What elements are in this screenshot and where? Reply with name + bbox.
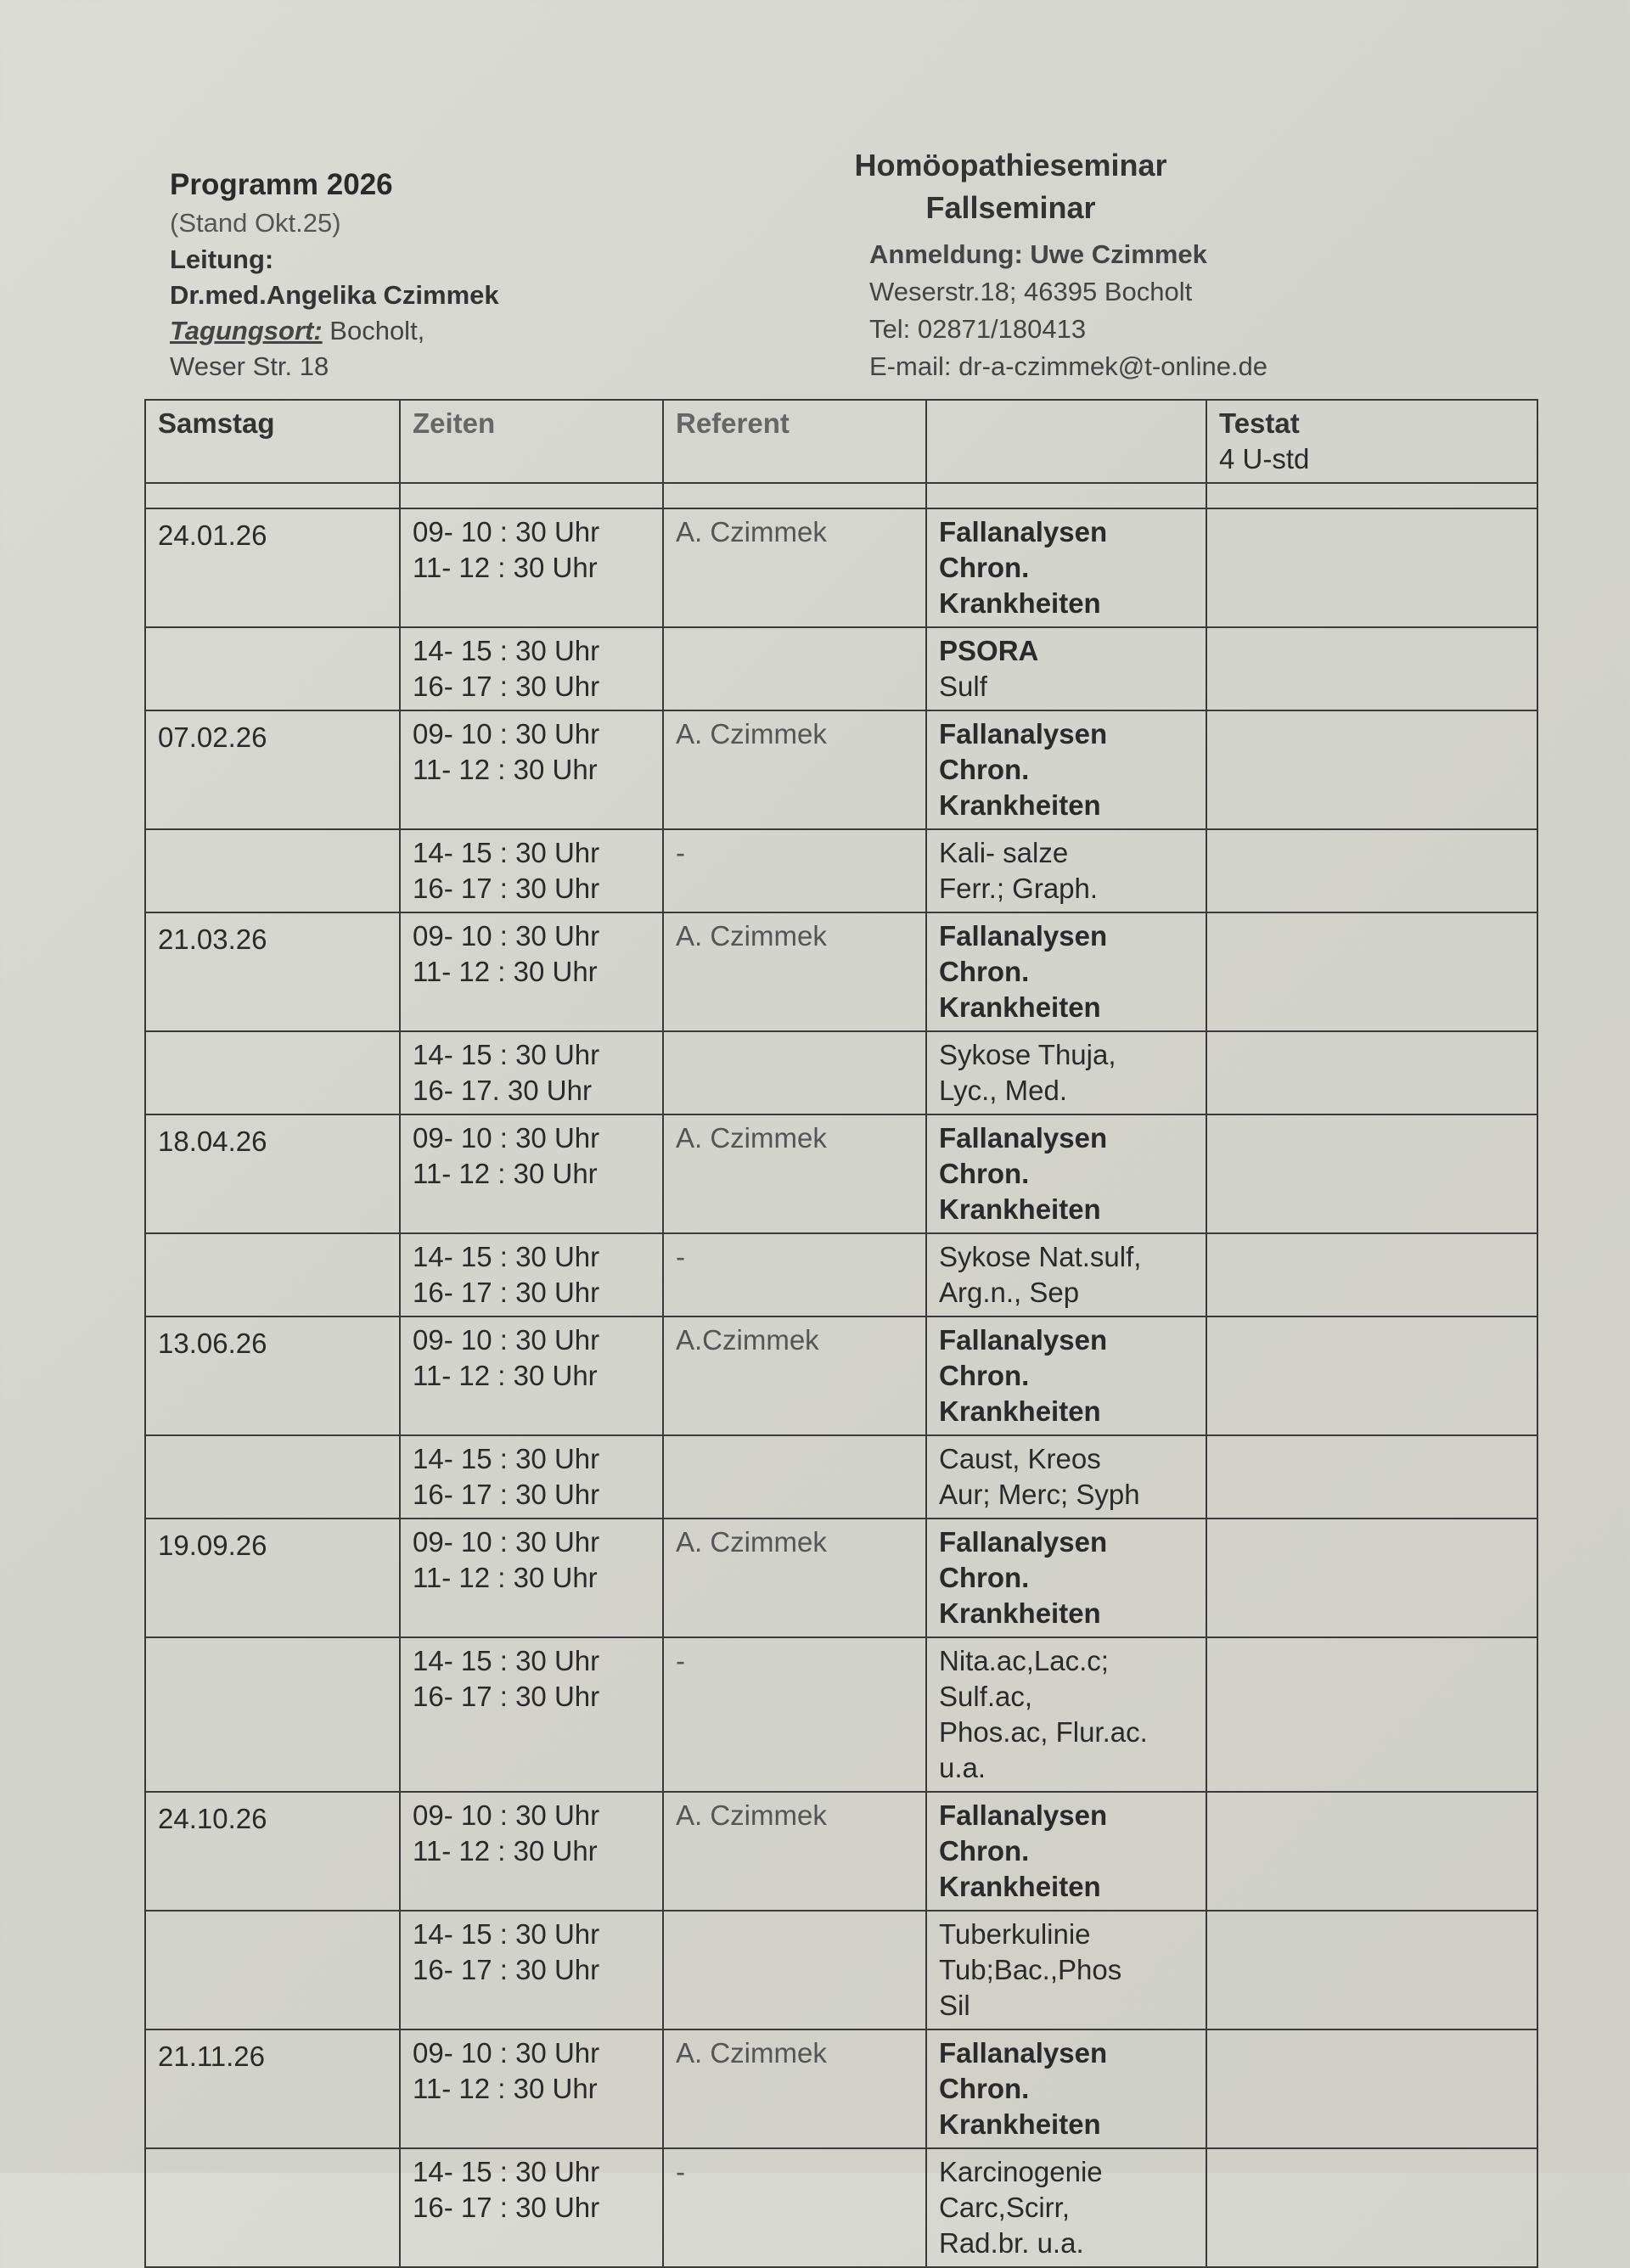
- topic-cell: [926, 1031, 1206, 1114]
- referent-cell: [663, 1435, 926, 1519]
- topic-line: Fallanalysen: [939, 920, 1108, 952]
- leitung-name: Dr.med.Angelika Czimmek: [170, 280, 499, 310]
- time-cell: [400, 627, 663, 710]
- topic-cell: [926, 1316, 1206, 1435]
- date-cell: [145, 1031, 400, 1114]
- date-cell: [145, 1435, 400, 1519]
- topic-cell: [926, 2029, 1206, 2148]
- testat-cell: [1206, 1792, 1537, 1911]
- topic-cell: [926, 2148, 1206, 2267]
- date-cell: [145, 1911, 400, 2029]
- testat-cell: [1206, 1911, 1537, 2029]
- time-slot: 14- 15 : 30 Uhr: [413, 1443, 600, 1474]
- date-cell: 21.11.26: [145, 2029, 400, 2148]
- table-row: [145, 912, 1537, 1031]
- topic-line: Chron.: [939, 754, 1030, 785]
- topic-line: Fallanalysen: [939, 2037, 1108, 2069]
- testat-cell: [1206, 829, 1537, 912]
- table-row: [145, 2148, 1537, 2267]
- time-cell: [400, 1519, 663, 1637]
- topic-line: Fallanalysen: [939, 1799, 1108, 1831]
- testat-cell: [1206, 508, 1537, 627]
- time-cell: [400, 1031, 663, 1114]
- topic-line: Krankheiten: [939, 991, 1101, 1023]
- topic-line: Chron.: [939, 2073, 1030, 2104]
- table-row: [145, 1031, 1537, 1114]
- testat-cell: [1206, 2148, 1537, 2267]
- date-cell: [145, 1233, 400, 1316]
- referent-cell: A. Czimmek: [663, 1519, 926, 1637]
- header-samstag: Samstag: [145, 400, 400, 483]
- time-cell: [400, 1435, 663, 1519]
- header-testat-sub: 4 U-std: [1219, 443, 1310, 474]
- topic-cell: [926, 710, 1206, 829]
- topic-line: Sulf.ac,: [939, 1681, 1033, 1712]
- testat-cell: [1206, 1435, 1537, 1519]
- time-slot: 14- 15 : 30 Uhr: [413, 1039, 600, 1070]
- table-row: [145, 1435, 1537, 1519]
- date-cell: 24.10.26: [145, 1792, 400, 1911]
- email: E-mail: dr-a-czimmek@t-online.de: [869, 351, 1268, 381]
- header-right: [754, 144, 1267, 385]
- anmeldung: Anmeldung: Uwe Czimmek: [869, 239, 1207, 269]
- time-slot: 14- 15 : 30 Uhr: [413, 1918, 600, 1950]
- topic-line: Chron.: [939, 1562, 1030, 1593]
- topic-line: Kali- salze: [939, 837, 1069, 868]
- seminar-title: Homöopathieseminar: [854, 148, 1167, 182]
- time-cell: [400, 710, 663, 829]
- time-cell: [400, 1114, 663, 1233]
- date-cell: 19.09.26: [145, 1519, 400, 1637]
- topic-line: Krankheiten: [939, 1597, 1101, 1629]
- testat-cell: [1206, 2029, 1537, 2148]
- time-cell: [400, 912, 663, 1031]
- time-slot: 16- 17 : 30 Uhr: [413, 1954, 600, 1985]
- time-slot: 16- 17 : 30 Uhr: [413, 1681, 600, 1712]
- topic-line: Fallanalysen: [939, 1526, 1108, 1558]
- referent-cell: -: [663, 1637, 926, 1792]
- topic-line: Chron.: [939, 1360, 1030, 1391]
- header-testat: [1206, 400, 1537, 483]
- topic-line: Caust, Kreos: [939, 1443, 1101, 1474]
- topic-cell: [926, 912, 1206, 1031]
- topic-line: Krankheiten: [939, 789, 1101, 821]
- topic-line: Fallanalysen: [939, 1122, 1108, 1154]
- time-slot: 11- 12 : 30 Uhr: [413, 552, 598, 583]
- testat-cell: [1206, 627, 1537, 710]
- time-slot: 14- 15 : 30 Uhr: [413, 1241, 600, 1272]
- time-slot: 11- 12 : 30 Uhr: [413, 754, 598, 785]
- date-cell: 24.01.26: [145, 508, 400, 627]
- topic-line: Carc,Scirr,: [939, 2192, 1071, 2223]
- testat-cell: [1206, 1519, 1537, 1637]
- topic-line: Karcinogenie: [939, 2156, 1103, 2187]
- topic-line: Sil: [939, 1990, 970, 2021]
- seminar-subtitle: Fallseminar: [925, 190, 1096, 225]
- time-slot: 09- 10 : 30 Uhr: [413, 516, 600, 547]
- table-row: [145, 1316, 1537, 1435]
- referent-cell: A. Czimmek: [663, 710, 926, 829]
- time-cell: [400, 2148, 663, 2267]
- topic-cell: [926, 627, 1206, 710]
- topic-line: Aur; Merc; Syph: [939, 1479, 1140, 1510]
- time-slot: 16- 17 : 30 Uhr: [413, 2192, 600, 2223]
- referent-cell: [663, 627, 926, 710]
- topic-line: Krankheiten: [939, 2108, 1101, 2140]
- referent-cell: A.Czimmek: [663, 1316, 926, 1435]
- time-slot: 11- 12 : 30 Uhr: [413, 956, 598, 987]
- time-slot: 11- 12 : 30 Uhr: [413, 2073, 598, 2104]
- topic-line: Tub;Bac.,Phos: [939, 1954, 1122, 1985]
- time-slot: 14- 15 : 30 Uhr: [413, 1645, 600, 1676]
- topic-cell: [926, 1792, 1206, 1911]
- date-cell: [145, 1637, 400, 1792]
- time-slot: 09- 10 : 30 Uhr: [413, 1799, 600, 1831]
- schedule-body: [145, 508, 1537, 2267]
- header-topic: [926, 400, 1206, 483]
- time-cell: [400, 508, 663, 627]
- topic-cell: [926, 508, 1206, 627]
- time-slot: 14- 15 : 30 Uhr: [413, 2156, 600, 2187]
- topic-cell: [926, 1435, 1206, 1519]
- referent-cell: A. Czimmek: [663, 912, 926, 1031]
- date-cell: 13.06.26: [145, 1316, 400, 1435]
- time-slot: 11- 12 : 30 Uhr: [413, 1360, 598, 1391]
- topic-line: Rad.br. u.a.: [939, 2227, 1084, 2259]
- referent-cell: [663, 1031, 926, 1114]
- program-title: Programm 2026: [170, 168, 393, 201]
- topic-cell: [926, 1911, 1206, 2029]
- table-row: [145, 1519, 1537, 1637]
- time-cell: [400, 829, 663, 912]
- spacer-row: [145, 483, 1537, 508]
- testat-cell: [1206, 1637, 1537, 1792]
- testat-cell: [1206, 1233, 1537, 1316]
- topic-line: Sykose Thuja,: [939, 1039, 1116, 1070]
- topic-line: Krankheiten: [939, 1871, 1101, 1902]
- date-cell: 21.03.26: [145, 912, 400, 1031]
- time-slot: 14- 15 : 30 Uhr: [413, 837, 600, 868]
- time-slot: 16- 17 : 30 Uhr: [413, 1479, 600, 1510]
- date-cell: [145, 829, 400, 912]
- time-slot: 16- 17 : 30 Uhr: [413, 1277, 600, 1308]
- time-cell: [400, 1316, 663, 1435]
- time-cell: [400, 1792, 663, 1911]
- testat-cell: [1206, 1316, 1537, 1435]
- topic-line: Chron.: [939, 956, 1030, 987]
- time-slot: 16- 17 : 30 Uhr: [413, 873, 600, 904]
- topic-line: Fallanalysen: [939, 1324, 1108, 1356]
- referent-cell: A. Czimmek: [663, 1114, 926, 1233]
- topic-cell: [926, 829, 1206, 912]
- referent-cell: -: [663, 1233, 926, 1316]
- time-slot: 11- 12 : 30 Uhr: [413, 1158, 598, 1189]
- tagungsort: [170, 313, 499, 349]
- table-row: [145, 1233, 1537, 1316]
- topic-line: Tuberkulinie: [939, 1918, 1091, 1950]
- testat-cell: [1206, 1114, 1537, 1233]
- time-slot: 11- 12 : 30 Uhr: [413, 1835, 598, 1867]
- time-slot: 11- 12 : 30 Uhr: [413, 1562, 598, 1593]
- tagungsort-label: Tagungsort:: [170, 316, 323, 345]
- topic-line: Krankheiten: [939, 587, 1101, 619]
- testat-cell: [1206, 912, 1537, 1031]
- header-zeiten: Zeiten: [400, 400, 663, 483]
- topic-line: u.a.: [939, 1752, 986, 1783]
- topic-line: Fallanalysen: [939, 516, 1108, 547]
- topic-line: Chron.: [939, 1158, 1030, 1189]
- testat-cell: [1206, 710, 1537, 829]
- header-referent: Referent: [663, 400, 926, 483]
- address-line: Weser Str. 18: [170, 351, 329, 381]
- referent-cell: [663, 1911, 926, 2029]
- time-slot: 09- 10 : 30 Uhr: [413, 1526, 600, 1558]
- time-slot: 09- 10 : 30 Uhr: [413, 2037, 600, 2069]
- telephone: Tel: 02871/180413: [869, 314, 1087, 344]
- time-slot: 09- 10 : 30 Uhr: [413, 920, 600, 952]
- date-cell: [145, 627, 400, 710]
- topic-line: Krankheiten: [939, 1193, 1101, 1225]
- referent-cell: A. Czimmek: [663, 1792, 926, 1911]
- table-header-row: [145, 400, 1537, 483]
- topic-line: Fallanalysen: [939, 718, 1108, 749]
- referent-cell: -: [663, 2148, 926, 2267]
- referent-cell: A. Czimmek: [663, 508, 926, 627]
- topic-cell: [926, 1114, 1206, 1233]
- anmeldung-address: Weserstr.18; 46395 Bocholt: [869, 277, 1193, 306]
- time-slot: 09- 10 : 30 Uhr: [413, 1122, 600, 1154]
- contact-block: [869, 236, 1267, 385]
- time-slot: 16- 17. 30 Uhr: [413, 1075, 592, 1106]
- header-left: [170, 166, 499, 385]
- date-cell: 07.02.26: [145, 710, 400, 829]
- topic-line: Krankheiten: [939, 1395, 1101, 1427]
- schedule-table: [144, 399, 1538, 2268]
- table-row: [145, 508, 1537, 627]
- table-row: [145, 627, 1537, 710]
- table-row: [145, 2029, 1537, 2148]
- table-row: [145, 829, 1537, 912]
- leitung-label: Leitung:: [170, 244, 274, 274]
- time-cell: [400, 1637, 663, 1792]
- time-slot: 16- 17 : 30 Uhr: [413, 671, 600, 702]
- time-cell: [400, 1233, 663, 1316]
- table-row: [145, 1911, 1537, 2029]
- topic-line: Chron.: [939, 552, 1030, 583]
- topic-line: Sulf: [939, 671, 987, 702]
- topic-cell: [926, 1637, 1206, 1792]
- table-row: [145, 710, 1537, 829]
- table-row: [145, 1792, 1537, 1911]
- topic-line: PSORA: [939, 635, 1039, 666]
- time-slot: 14- 15 : 30 Uhr: [413, 635, 600, 666]
- topic-cell: [926, 1233, 1206, 1316]
- table-row: [145, 1637, 1537, 1792]
- referent-cell: A. Czimmek: [663, 2029, 926, 2148]
- date-cell: [145, 2148, 400, 2267]
- date-cell: 18.04.26: [145, 1114, 400, 1233]
- time-cell: [400, 2029, 663, 2148]
- table-row: [145, 1114, 1537, 1233]
- time-cell: [400, 1911, 663, 2029]
- topic-line: Ferr.; Graph.: [939, 873, 1099, 904]
- topic-line: Chron.: [939, 1835, 1030, 1867]
- referent-cell: -: [663, 829, 926, 912]
- time-slot: 09- 10 : 30 Uhr: [413, 718, 600, 749]
- topic-line: Lyc., Med.: [939, 1075, 1067, 1106]
- topic-cell: [926, 1519, 1206, 1637]
- topic-line: Phos.ac, Flur.ac.: [939, 1716, 1148, 1748]
- testat-cell: [1206, 1031, 1537, 1114]
- topic-line: Arg.n., Sep: [939, 1277, 1080, 1308]
- header-testat-title: Testat: [1219, 407, 1300, 439]
- time-slot: 09- 10 : 30 Uhr: [413, 1324, 600, 1356]
- topic-line: Sykose Nat.sulf,: [939, 1241, 1142, 1272]
- stand-note: (Stand Okt.25): [170, 208, 341, 238]
- topic-line: Nita.ac,Lac.c;: [939, 1645, 1109, 1676]
- tagungsort-value: Bocholt,: [322, 316, 425, 345]
